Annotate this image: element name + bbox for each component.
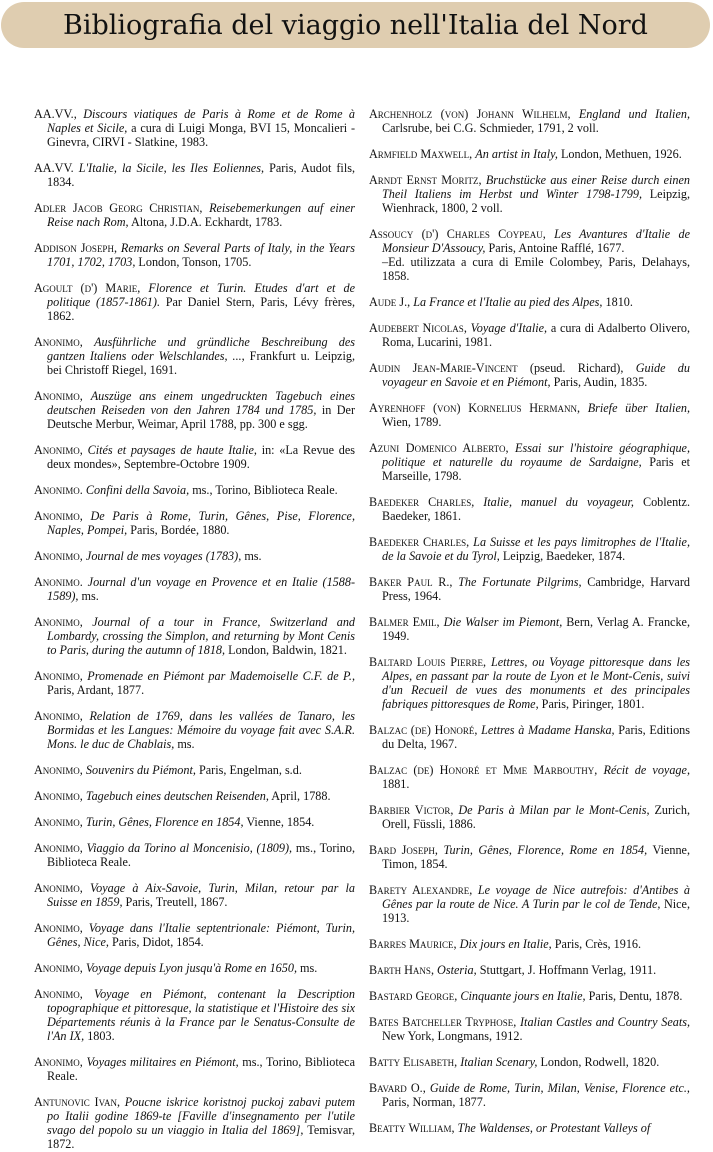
entry-author: Barth Hans, (369, 962, 434, 977)
bibliography-entry (34, 962, 355, 976)
bibliography-entry (34, 922, 355, 950)
entry-title: Lettres, ou Voyage pittoresque dans les Alpes, en passant par la route de Lyon et le Mont-Cenis, suivi d'un Recueil de vues des monuments et des principales fabriques pittoresques de Rome, (382, 655, 691, 711)
bibliography-entry (34, 108, 355, 150)
entry-publication: in: «La Revue des deux mondes», Septembre-Octobre 1909. (47, 442, 356, 471)
entry-publication: a cura di Luigi Monga, BVI 15, Moncalieri - Ginevra, CIRVI - Slatkine, 1983. (47, 121, 356, 149)
entry-title: Tagebuch eines deutschen Reisenden, (85, 788, 269, 803)
entry-author: Balzac (de) Honoré et Mme Marbouthy, (369, 762, 598, 777)
bibliography-entry (369, 362, 690, 390)
entry-title: Promenade en Piémont par Mademoiselle C.F. de P., (87, 668, 355, 683)
bibliography-entry (34, 842, 355, 870)
entry-title: Relation de 1769, dans les vallées de Tanaro, les Bormidas et les Langues: Mémoire du voyage fait avec S.A.R. Mons. le duc de Chablais, (47, 708, 356, 751)
bibliography-entry (34, 670, 355, 698)
bibliography-entry (34, 616, 355, 658)
entry-publication: London, Tonson, 1705. (138, 255, 252, 269)
entry-title: De Paris à Rome, Turin, Gênes, Pise, Florence, Naples, Pompei, (47, 508, 355, 537)
entry-author: Antunovic Ivan, (34, 1095, 120, 1109)
entry-author: Batty Elisabeth, (369, 1055, 458, 1069)
entry-title: Briefe über Italien, (587, 401, 690, 416)
bibliography-entry (34, 1096, 355, 1152)
bibliography-entry (34, 1056, 355, 1084)
entry-title: The Waldenses, or Protestant Valleys of (457, 1121, 651, 1136)
bibliography-entry (369, 576, 690, 604)
entry-title: Viaggio da Torino al Moncenisio, (1809), (86, 841, 293, 856)
entry-title: Turin, Gênes, Florence en 1854, (85, 815, 244, 829)
entry-title: Discours viatiques de Paris à Rome et de Rome à Naples et Sicile, (47, 107, 355, 136)
bibliography-entry (369, 1056, 690, 1070)
entry-title: Cités et paysages de haute Italie, (87, 442, 257, 457)
entry-publication: Nice, 1913. (382, 896, 691, 925)
entry-author: Baltard Louis Pierre, (369, 655, 487, 669)
entry-title: Journal of a tour in France, Switzerland and Lombardy, crossing the Simplon, and returning by Mont Cenis to Paris, during the autumn of 1818, (47, 615, 356, 657)
entry-author: Balmer Emil, (369, 615, 440, 629)
bibliography-entry (34, 282, 355, 324)
entry-title: Florence et Turin. Etudes d'art et de politique (1857-1861). (47, 281, 355, 309)
bibliography-entry (369, 1016, 690, 1044)
entry-publication: Altona, J.D.A. Eckhardt, 1783. (130, 215, 283, 229)
entry-publication: Paris et Marseille, 1798. (382, 455, 691, 483)
entry-publication: Paris, Bordée, 1880. (130, 522, 230, 537)
entry-publication: Paris, Editions du Delta, 1967. (382, 722, 691, 751)
entry-publication: April, 1788. (271, 788, 331, 803)
bibliography-entry (369, 964, 690, 978)
bibliography-columns (34, 96, 691, 1151)
bibliography-entry (34, 242, 355, 270)
bibliography-entry (34, 764, 355, 778)
bibliography-entry (34, 882, 355, 910)
entry-author: Azuni Domenico Alberto, (369, 441, 509, 456)
entry-publication: Vienne, 1854. (246, 815, 315, 829)
entry-title: Lettres à Madame Hanska, (481, 722, 615, 737)
entry-title: Italie, manuel du voyageur, (483, 495, 634, 509)
bibliography-entry (369, 402, 690, 430)
bibliography-entry (369, 724, 690, 752)
entry-title: An artist in Italy, (475, 147, 558, 162)
bibliography-entry (34, 444, 355, 472)
entry-author: Bates Batcheller Tryphose, (369, 1015, 517, 1029)
entry-publication: Paris, Engelman, s.d. (198, 762, 302, 777)
entry-title: La France et l'Italie au pied des Alpes, (413, 295, 603, 309)
entry-author: Barres Maurice, (369, 936, 457, 951)
entry-publication: Paris, Piringer, 1801. (541, 696, 645, 711)
entry-publication: Bern, Verlag A. Francke, 1949. (382, 615, 690, 643)
bibliography-entry (34, 988, 355, 1044)
entry-author: Anonimo, (34, 987, 83, 1002)
bibliography-entry (34, 202, 355, 230)
entry-edition-note: –Ed. utilizzata a cura di Emile Colombey, Paris, Delahays, 1858. (382, 255, 690, 283)
entry-publication: ms., Torino, Biblioteca Reale. (47, 841, 356, 869)
entry-publication: New York, Longmans, 1912. (382, 1028, 523, 1043)
bibliography-entry (369, 322, 690, 350)
entry-author: Agoult (d') Marie, (34, 281, 141, 296)
entry-author: Addison Joseph, (34, 241, 117, 256)
entry-publication: Frankfurt u. Leipzig, bei Christoff Riegel, 1691. (47, 348, 355, 377)
entry-author: Bavard O., (369, 1081, 426, 1096)
bibliography-entry (369, 174, 690, 216)
entry-author: Baker Paul R., (369, 575, 453, 589)
entry-author: Anonimo, (34, 815, 83, 829)
entry-title: Essai sur l'histoire géographique, politique et naturelle du royaume de Sardaigne, (382, 441, 690, 469)
entry-author: Balzac (de) Honoré, (369, 722, 478, 737)
entry-title: Journal de mes voyages (1783), (85, 548, 242, 563)
entry-author: Anonimo, (34, 1055, 83, 1069)
bibliography-entry (369, 536, 690, 564)
entry-publication: ms. (244, 548, 262, 563)
entry-publication: Carlsrube, bei C.G. Schmieder, 1791, 2 voll. (382, 121, 599, 136)
entry-title: Osteria, (437, 962, 477, 977)
entry-author: Anonimo, (34, 961, 83, 976)
entry-author: Anonimo, (34, 921, 83, 936)
entry-author: Bastard George, (369, 988, 458, 1003)
entry-title: Récit de voyage, (603, 762, 690, 777)
entry-title: Voyage dans l'Italie septentrionale: Piémont, Turin, Gênes, Nice, (47, 921, 355, 949)
entry-title: Italian Castles and Country Seats, (520, 1015, 690, 1029)
entry-publication: ms., Torino, Biblioteca Reale. (47, 1055, 356, 1083)
bibliography-entry (369, 1082, 690, 1110)
bibliography-entry (369, 804, 690, 832)
entry-author: Anonimo, (34, 708, 83, 723)
entry-title: Ausführliche und gründliche Beschreibung des gantzen Italiens oder Welschlandes, ..., (47, 335, 355, 363)
entry-publication: ms., Torino, Biblioteca Reale. (192, 482, 338, 497)
entry-publication: Paris, Crès, 1916. (554, 936, 642, 951)
entry-title: Journal d'un voyage en Provence et en Italie (1588-1589), (47, 575, 356, 603)
bibliography-entry (369, 990, 690, 1004)
entry-author: AA.VV. (34, 161, 74, 176)
entry-title: Bruchstücke aus einer Reise durch einen Theil Italiens im Herbst und Winter 1798-1799, (382, 173, 690, 202)
bibliography-entry (34, 390, 355, 432)
bibliography-entry (369, 1122, 690, 1136)
entry-author: Anonimo, (34, 388, 83, 403)
entry-publication: Wien, 1789. (382, 415, 442, 429)
entry-title: Confini della Savoia, (85, 482, 190, 497)
entry-author: Adler Jacob Georg Christian, (34, 201, 203, 216)
bibliography-entry (34, 336, 355, 378)
entry-title: Le voyage de Nice autrefois: d'Antibes à Gênes par la route de Nice. A Turin par le col de Tende, (382, 882, 690, 911)
entry-title: Guide de Rome, Turin, Milan, Venise, Florence etc., (429, 1081, 690, 1096)
bibliography-entry (369, 228, 690, 284)
entry-author: Barety Alexandre, (369, 882, 473, 897)
entry-author: Anonimo, (34, 508, 83, 523)
entry-title: Die Walser im Piemont, (443, 615, 563, 629)
entry-publication: Paris, Treutell, 1867. (125, 895, 228, 909)
bibliography-entry (369, 656, 690, 712)
entry-title: Voyage d'Italie, (470, 321, 548, 336)
entry-author: Archenholz (von) Johann Wilhelm, (369, 107, 571, 122)
bibliography-entry (34, 510, 355, 538)
entry-publication: Paris, Audin, 1835. (553, 375, 648, 389)
entry-author: Anonimo, (34, 442, 83, 457)
bibliography-entry (369, 616, 690, 644)
bibliography-entry (369, 148, 690, 162)
entry-author: Anonimo, (34, 762, 83, 777)
entry-author: Anonimo, (34, 335, 83, 349)
entry-publication: in Der Deutsche Merbur, Weimar, April 1788, pp. 300 e sgg. (47, 402, 356, 431)
page-title-banner (1, 2, 710, 48)
entry-title: La Suisse et les pays limitrophes de l'Italie, de la Savoie et du Tyrol, (382, 535, 690, 563)
entry-author: Beatty William, (369, 1121, 455, 1136)
entry-title: England und Italien, (578, 107, 690, 122)
bibliography-entry (369, 108, 690, 136)
entry-publication: Leipzig, Wienhrack, 1800, 2 voll. (382, 187, 691, 216)
entry-title: Voyages militaires en Piémont, (86, 1055, 239, 1069)
entry-author: Bard Joseph, (369, 842, 438, 857)
entry-author: Anonimo, (34, 881, 83, 896)
bibliography-entry (369, 884, 690, 926)
entry-publication: Zurich, Orell, Füssli, 1886. (382, 802, 690, 831)
entry-publication: London, Rodwell, 1820. (540, 1055, 660, 1069)
entry-title: Reisebemerkungen auf einer Reise nach Rom, (47, 201, 355, 229)
entry-title: Poucne iskrice koristnoj puckoj zabavi putem po Italii godine 1869-te [Faville d'insegnamento per l'utile svago del popolo su un viaggio in Italia del 1869], (47, 1095, 355, 1137)
entry-author: Barbier Victor, (369, 802, 454, 817)
bibliography-entry (34, 816, 355, 830)
entry-publication: ms. (81, 588, 99, 603)
bibliography-entry (34, 550, 355, 564)
entry-publication: 1810. (605, 295, 633, 309)
entry-title: Turin, Gênes, Florence, Rome en 1854, (443, 842, 648, 857)
entry-title: Remarks on Several Parts of Italy, in the Years 1701, 1702, 1703, (47, 241, 355, 269)
entry-publication: 1881. (382, 776, 410, 791)
entry-publication: Vienne, Timon, 1854. (382, 842, 691, 871)
entry-author: Anonimo, (34, 841, 83, 856)
entry-author: Anonimo, (34, 788, 83, 803)
bibliography-entry (369, 442, 690, 484)
bibliography-entry (34, 790, 355, 804)
entry-publication: Paris, Dentu, 1878. (588, 988, 683, 1003)
left-column (34, 96, 356, 1151)
entry-title: Auszüge ans einem ungedruckten Tagebuch eines deutschen Reiseden von den Jahren 1784 und 1785, (47, 388, 356, 417)
page-title: Bibliografia del viaggio nell'Italia del Nord (63, 9, 648, 41)
entry-title: Italian Scenary, (460, 1055, 538, 1069)
bibliography-entry (34, 576, 355, 604)
entry-publication: Paris, Norman, 1877. (382, 1095, 486, 1109)
entry-publication: Temisvar, 1872. (47, 1122, 355, 1151)
entry-title: The Fortunate Pilgrims, (458, 575, 582, 589)
bibliography-entry (369, 938, 690, 952)
entry-author: AA.VV., (34, 107, 77, 122)
entry-publication: Par Daniel Stern, Paris, Lévy frères, 1862. (47, 295, 355, 323)
bibliography-entry (34, 162, 355, 190)
entry-author: Anonimo, (34, 548, 83, 563)
entry-title: Voyage depuis Lyon jusqu'à Rome en 1650, (85, 961, 297, 976)
entry-publication: Coblentz. Baedeker, 1861. (382, 495, 691, 523)
entry-author: Baedeker Charles, (369, 535, 470, 549)
bibliography-entry (369, 296, 690, 310)
bibliography-entry (369, 844, 690, 872)
bibliography-entry (34, 710, 355, 752)
entry-title: Voyage en Piémont, contenant la Description topographique et pittoresque, la statistique et l'Histoire des six Départements réunis à la France par le Senatus-Consulte de l'An IX, (47, 987, 355, 1043)
entry-author: Audin Jean-Marie-Vincent (369, 361, 518, 376)
entry-author: Audebert Nicolas, (369, 321, 467, 336)
entry-author: Armfield Maxwell, (369, 147, 473, 162)
entry-author: Anonimo, (34, 615, 83, 629)
right-column (369, 96, 691, 1136)
bibliography-entry (369, 496, 690, 524)
entry-title: Guide du voyageur en Savoie et en Piémont, (382, 361, 690, 389)
entry-author: Baedeker Charles, (369, 495, 475, 509)
entry-author: Anonimo, (34, 668, 83, 683)
entry-title: Cinquante jours en Italie, (460, 988, 586, 1003)
entry-publication: Paris, Audot fils, 1834. (47, 161, 355, 189)
entry-author: Anonimo. (34, 482, 83, 497)
entry-publication: Stuttgart, J. Hoffmann Verlag, 1911. (479, 962, 657, 977)
entry-publication: Paris, Antoine Rafflé, 1677. (488, 241, 625, 256)
entry-publication: a cura di Adalberto Olivero, Roma, Lucarini, 1981. (382, 321, 691, 349)
entry-publication: ms. (300, 961, 318, 976)
entry-title: Voyage à Aix-Savoie, Turin, Milan, retour par la Suisse en 1859, (47, 881, 356, 909)
entry-author-note: (pseud. Richard), (529, 361, 624, 376)
entry-publication: London, Baldwin, 1821. (228, 642, 347, 657)
entry-author: Ayrenhoff (von) Kornelius Hermann, (369, 401, 581, 416)
entry-author: Aude J., (369, 295, 411, 309)
entry-publication: Cambridge, Harvard Press, 1964. (382, 575, 690, 603)
entry-publication: Leipzig, Baedeker, 1874. (502, 548, 626, 563)
entry-publication: 1803. (87, 1028, 115, 1043)
entry-publication: Paris, Didot, 1854. (111, 935, 204, 949)
bibliography-entry (34, 484, 355, 498)
entry-title: Souvenirs du Piémont, (85, 762, 196, 777)
entry-title: Les Avantures d'Italie de Monsieur D'Assoucy, (382, 227, 691, 256)
entry-publication: London, Methuen, 1926. (560, 147, 682, 162)
bibliography-entry (369, 764, 690, 792)
entry-author: Assoucy (d') Charles Coypeau, (369, 227, 546, 242)
entry-author: Anonimo. (34, 575, 83, 589)
entry-author: Arndt Ernst Moritz, (369, 173, 482, 188)
entry-title: L'Italie, la Sicile, les Iles Eoliennes, (78, 161, 265, 176)
entry-publication: ms. (177, 736, 195, 751)
entry-title: Dix jours en Italie, (459, 936, 552, 951)
entry-publication: Paris, Ardant, 1877. (47, 682, 145, 697)
entry-title: De Paris à Milan par le Mont-Cenis, (458, 802, 650, 817)
